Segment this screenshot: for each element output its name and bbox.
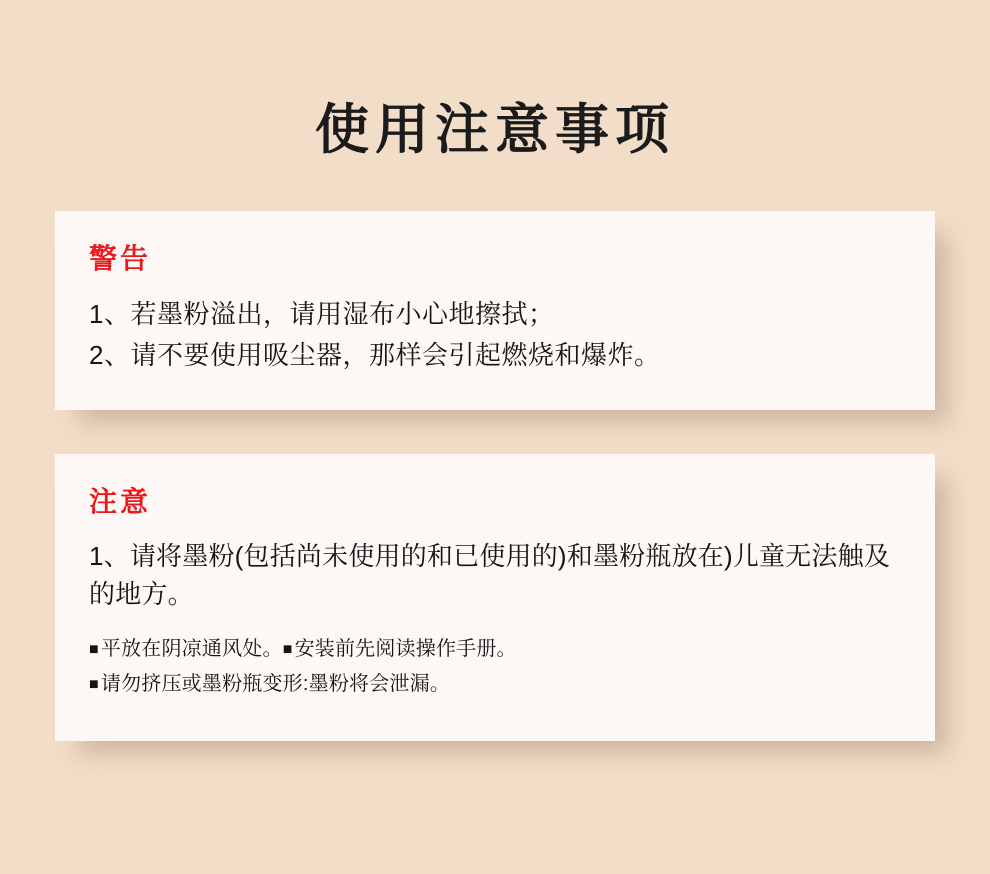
warning-heading: 警告 — [89, 242, 152, 274]
caution-card — [55, 454, 935, 741]
page-title: 使用注意事项 — [315, 100, 675, 161]
caution-bullet-line-2 — [89, 670, 901, 699]
caution-bullet-1-text-a: 平放在阴凉通风处。 — [100, 638, 283, 661]
caution-main-text: 1、请将墨粉(包括尚未使用的和已使用的)和墨粉瓶放在)儿童无法触及的地方。 — [89, 541, 891, 609]
caution-bullet-line-1 — [89, 635, 901, 664]
warning-card — [55, 211, 935, 410]
caution-heading: 注意 — [89, 486, 152, 517]
caution-bullet-2-text-a: 请勿挤压或墨粉瓶变形:墨粉将会泄漏。 — [100, 673, 451, 696]
warning-line-1: 1、若墨粉溢出，请用湿布小心地擦拭； — [89, 298, 555, 329]
bullet-square-icon: ■ — [89, 676, 99, 694]
warning-line-2: 2、请不要使用吸尘器，那样会引起燃烧和爆炸。 — [89, 340, 661, 371]
bullet-square-icon: ■ — [89, 641, 99, 659]
document-page — [0, 36, 990, 874]
caution-bullet-1-text-b: 安装前先阅读操作手册。 — [294, 638, 517, 661]
bullet-square-icon: ■ — [282, 641, 293, 659]
